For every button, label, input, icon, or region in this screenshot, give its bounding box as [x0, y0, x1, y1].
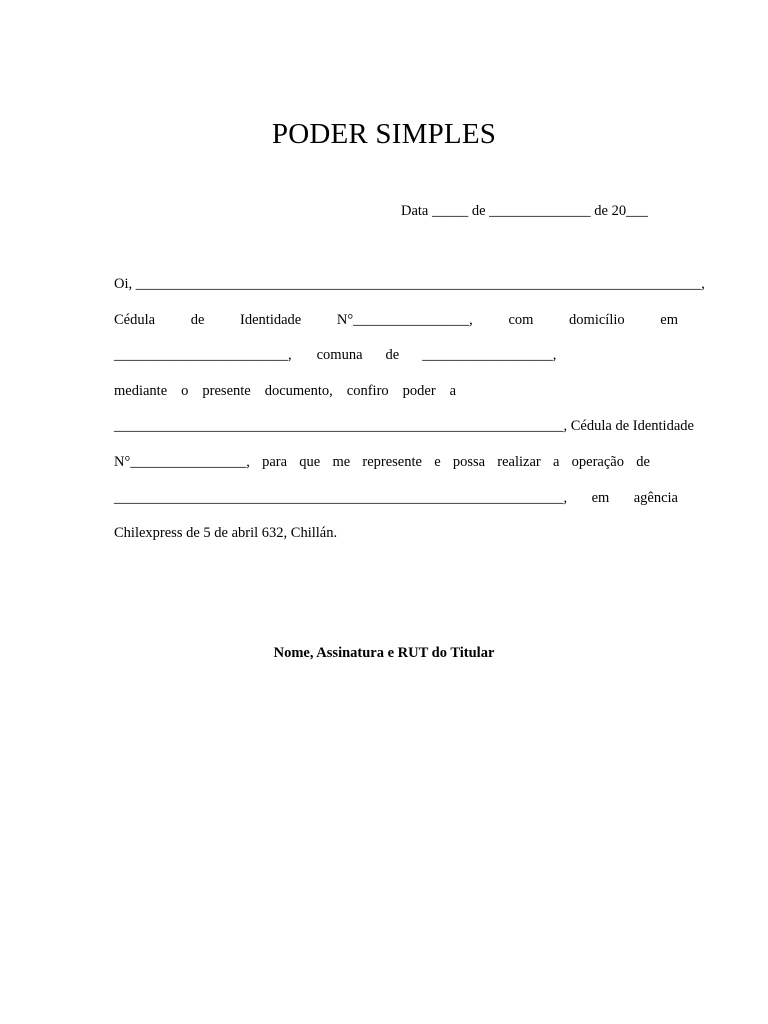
body-line-7-word: agência — [633, 490, 678, 506]
body-line-2-word: em — [660, 312, 678, 328]
body-line-2-word: Identidade — [240, 312, 302, 328]
body-line-3 — [114, 345, 678, 365]
body-line-4-word: presente — [202, 383, 251, 399]
body-line-5-word: ______________________________________________________________, Cédula de Identidade — [114, 418, 694, 434]
body-line-4-word: a — [449, 383, 457, 399]
body-line-4-word: confiro — [346, 383, 389, 399]
body-line-6-word: N°________________, — [114, 454, 250, 470]
body-line-2-word: domicílio — [569, 312, 625, 328]
body-line-3-word: __________________, — [422, 347, 557, 363]
body-line-3-word: ________________________, — [114, 347, 292, 363]
body-line-6-word: e — [434, 454, 441, 470]
body-line-4-word: mediante — [114, 383, 168, 399]
body-line-6-word: me — [332, 454, 351, 470]
body-line-7 — [114, 488, 678, 508]
body-line-6-word: realizar — [497, 454, 541, 470]
body-line-4-word: poder — [402, 383, 436, 399]
document-title: PODER SIMPLES — [271, 118, 497, 150]
body-line-6-word: represente — [362, 454, 422, 470]
body-line-6-word: de — [636, 454, 650, 470]
date-line: Data _____ de ______________ de 20___ — [401, 203, 648, 219]
body-line-8-word: Chilexpress de 5 de abril 632, Chillán. — [114, 525, 338, 541]
body-line-6-word: a — [552, 454, 560, 470]
body-line-7-word: em — [591, 490, 610, 506]
body-line-1-word: Oi, ______________________________________________________________________________, — [114, 276, 705, 292]
body-line-6-word: para — [262, 454, 288, 470]
body-line-4-word: documento, — [264, 383, 333, 399]
body-line-2-word: Cédula — [114, 312, 156, 328]
body-line-5 — [114, 416, 694, 436]
body-line-4-word: o — [181, 383, 189, 399]
body-line-6-word: possa — [452, 454, 486, 470]
body-line-2-word: de — [190, 312, 205, 328]
body-line-7-word: ______________________________________________________________, — [114, 490, 568, 506]
body-line-4 — [114, 381, 678, 401]
body-line-6-word: operação — [571, 454, 624, 470]
body-line-6 — [114, 452, 678, 472]
body-line-2 — [114, 310, 678, 330]
signature-label: Nome, Assinatura e RUT do Titular — [273, 645, 495, 661]
body-line-3-word: comuna — [316, 347, 363, 363]
body-line-6-word: que — [299, 454, 321, 470]
body-line-1 — [114, 274, 705, 294]
body-line-8 — [114, 523, 678, 543]
body-line-3-word: de — [385, 347, 400, 363]
body-line-2-word: com — [508, 312, 534, 328]
body-line-2-word: N°________________, — [336, 312, 473, 328]
